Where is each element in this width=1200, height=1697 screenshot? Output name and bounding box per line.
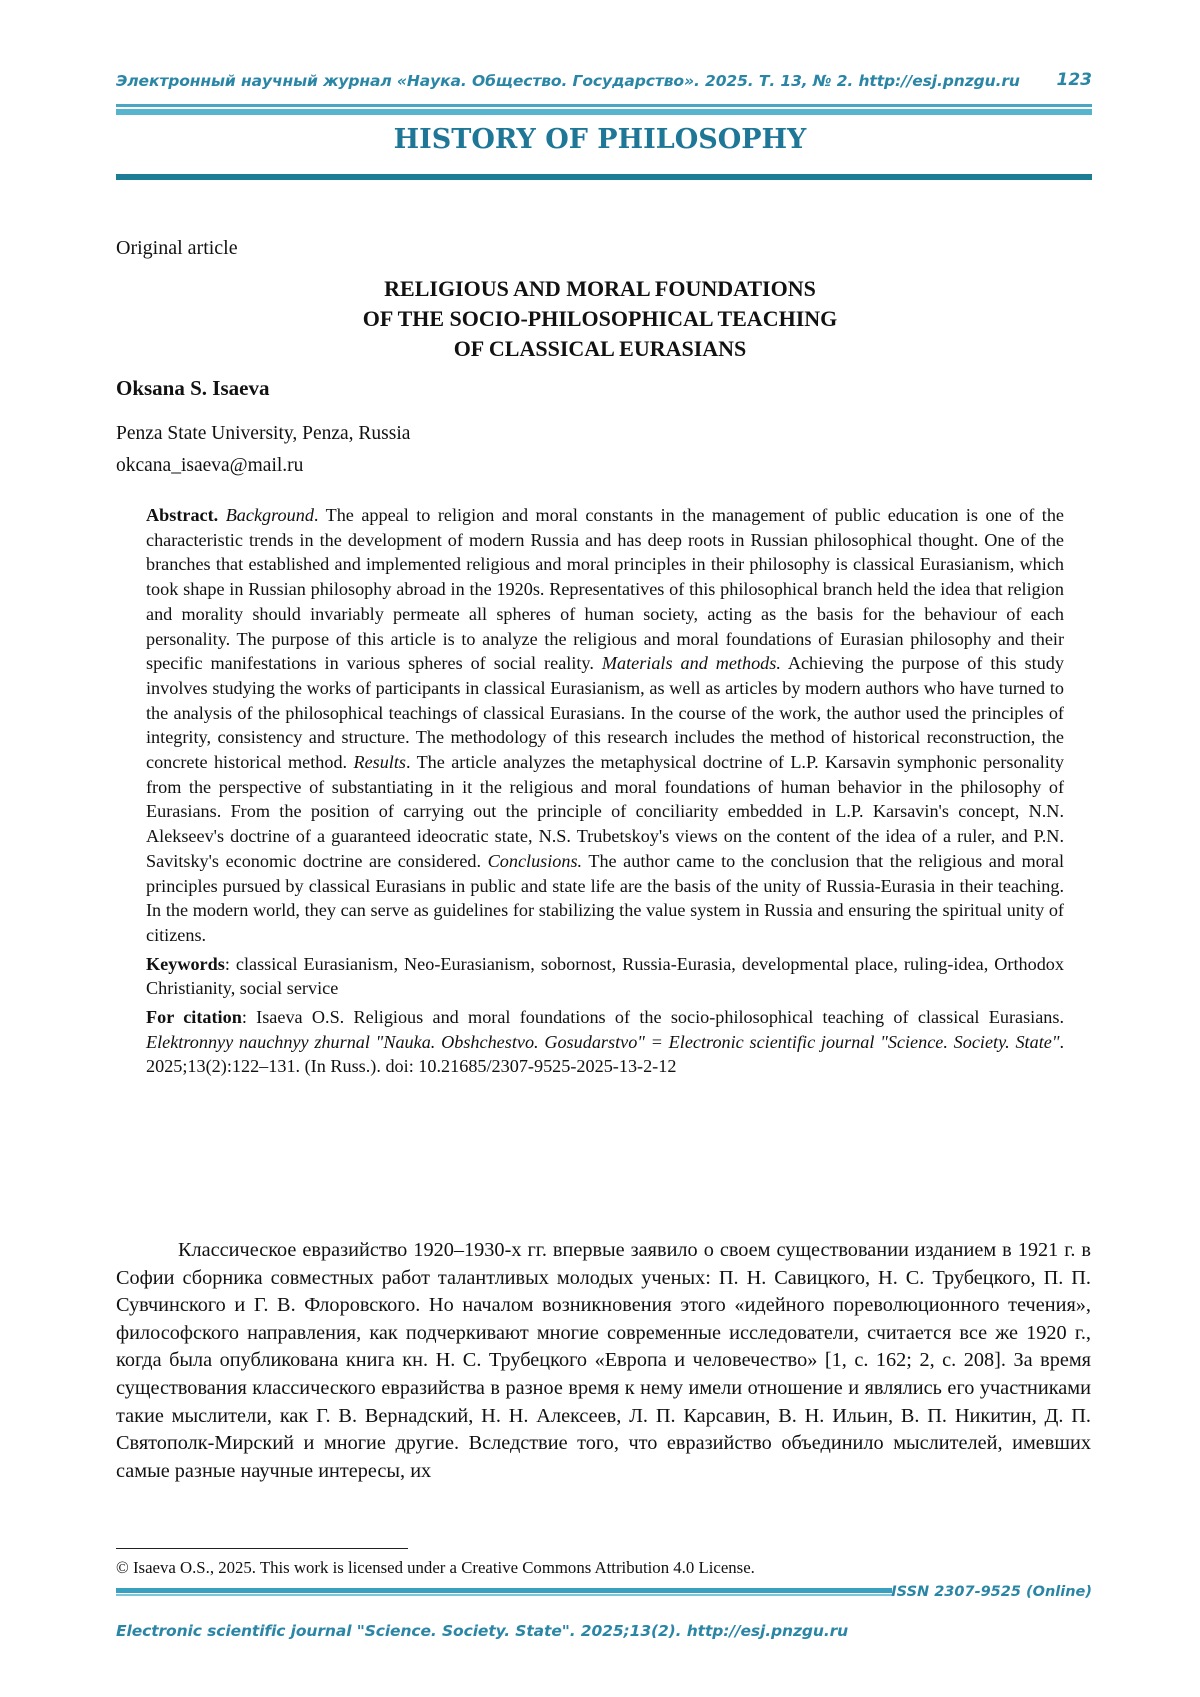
header-rule bbox=[116, 104, 1092, 107]
abstract-conclusions-label: Conclusions. bbox=[487, 850, 583, 871]
title-line: OF THE SOCIO-PHILOSOPHICAL TEACHING bbox=[362, 306, 838, 331]
license-footnote: © Isaeva O.S., 2025. This work is licensed under a Creative Commons Attribution 4.0 License. bbox=[116, 1558, 755, 1577]
keywords-text: : classical Eurasianism, Neo-Eurasianism, sobornost, Russia-Eurasia, developmental place, ruling-idea, Orthodox Christianity, social service bbox=[146, 953, 1064, 999]
issn: ISSN 2307-9525 (Online) bbox=[891, 1584, 1092, 1600]
running-footer-journal: Electronic scientific journal "Science. Society. State". 2025;13(2). http://esj.pnzgu.ru bbox=[116, 1622, 849, 1640]
keywords-label: Keywords bbox=[146, 953, 225, 974]
title-line: RELIGIOUS AND MORAL FOUNDATIONS bbox=[384, 276, 816, 301]
citation-text-b: . 2025;13(2):122–131. (In Russ.). doi: 10.21685/2307-9525-2025-13-2-12 bbox=[146, 1031, 1064, 1077]
author-email[interactable]: okcana_isaeva@mail.ru bbox=[116, 455, 304, 476]
footer-rule bbox=[116, 1588, 892, 1593]
section-title: HISTORY OF PHILOSOPHY bbox=[393, 124, 807, 155]
citation-label: For citation bbox=[146, 1007, 242, 1028]
abstract-background-label: Background bbox=[225, 505, 314, 525]
abstract-label: Abstract. bbox=[146, 505, 219, 525]
abstract-background-text: . The appeal to religion and moral constants in the management of public education is one of the characteristic trends in the development of modern Russia and has deep roots in Russian philosophical thought. One of the branches that established and implemented religious and moral principles in their philosophy is classical Eurasianism, which took shape in Russian philosophy abroad in the 1920s. Representatives of this philosophical branch held the idea that religion and morality should invariably permeate all spheres of human society, acting as the basis for the behaviour of each personality. The purpose of this article is to analyze the religious and moral foundations of Eurasian philosophy and their specific manifestations in various spheres of social reality. bbox=[146, 505, 1064, 674]
abstract-methods-text: Achieving the purpose of this study involves studying the works of participants in classical Eurasianism, as well as articles by modern authors who have turned to the analysis of the philosophical teachings of classical Eurasians. In the course of the work, the author used the principles of integrity, consistency and structure. The methodology of this research includes the method of historical reconstruction, the concrete historical method. bbox=[146, 653, 1064, 773]
section-rule bbox=[116, 174, 1092, 180]
author-name: Oksana S. Isaeva bbox=[116, 376, 270, 400]
page-number: 123 bbox=[1056, 70, 1092, 90]
article-title bbox=[0, 274, 1200, 364]
citation-text-a: : Isaeva O.S. Religious and moral foundations of the socio-philosophical teaching of classical Eurasians. bbox=[241, 1007, 1064, 1028]
affiliation: Penza State University, Penza, Russia bbox=[116, 423, 411, 444]
footnote-rule bbox=[116, 1548, 408, 1549]
abstract-results-label: Results bbox=[353, 752, 406, 773]
abstract-methods-label: Materials and methods. bbox=[601, 653, 781, 674]
running-header-journal: Электронный научный журнал «Наука. Общество. Государство». 2025. Т. 13, № 2. http://esj.pnzgu.ru bbox=[116, 72, 1020, 90]
body-paragraph: Классическое евразийство 1920–1930-х гг. впервые заявило о своем существовании изданием в 1921 г. в Софии сборника совместных работ талантливых молодых ученых: П. Н. Савицкого, Н. С. Трубецкого, П. П. Сувчинского и Г. В. Флоровского. Но началом возникновения этого «идейного пореволюционного течения», философского направления, как подчеркивают многие современные исследователи, считается все же 1920 г., когда была опубликована книга кн. Н. С. Трубецкого «Европа и человечество» [1, с. 162; 2, с. 208]. За время существования классического евразийства в разное время к нему имели отношение и являлись его участниками такие мыслители, как Г. В. Вернадский, Н. Н. Алексеев, Л. П. Карсавин, В. Н. Ильин, В. П. Никитин, Д. П. Святополк-Мирский и многие другие. Вследствие того, что евразийство объединило мыслителей, имевших самые разные научные интересы, их bbox=[116, 1239, 1091, 1482]
citation-paragraph bbox=[146, 1005, 1064, 1079]
header-rule-thick bbox=[116, 109, 1092, 115]
abstract-block bbox=[146, 503, 1064, 1083]
abstract-conclusions-text: The author came to the conclusion that the religious and moral principles pursued by classical Eurasians in public and state life are the basis of the unity of Russia-Eurasia in their teaching. In the modern world, they can serve as guidelines for stabilizing the value system in Russia and ensuring the spiritual unity of citizens. bbox=[146, 850, 1065, 945]
author-affiliation-block bbox=[116, 418, 410, 482]
abstract-paragraph bbox=[146, 503, 1064, 948]
keywords-paragraph bbox=[146, 952, 1064, 1001]
article-type: Original article bbox=[116, 237, 238, 259]
footer-rule-thin bbox=[116, 1594, 892, 1596]
abstract-results-text: . The article analyzes the metaphysical doctrine of L.P. Karsavin symphonic personality from the perspective of substantiating in it the religious and moral foundations of human behavior in the philosophy of Eurasians. From the position of carrying out the principle of conciliarity embedded in L.P. Karsavin's concept, N.N. Alekseev's doctrine of a guaranteed ideocratic state, N.S. Trubetskoy's views on the content of the idea of a ruler, and P.N. Savitsky's economic doctrine are considered. bbox=[146, 752, 1064, 871]
citation-journal: Elektronnyy nauchnyy zhurnal "Nauka. Obshchestvo. Gosudarstvo" = Electronic scientific journal "Science. Society. State" bbox=[146, 1031, 1060, 1052]
title-line: OF CLASSICAL EURASIANS bbox=[453, 336, 747, 361]
